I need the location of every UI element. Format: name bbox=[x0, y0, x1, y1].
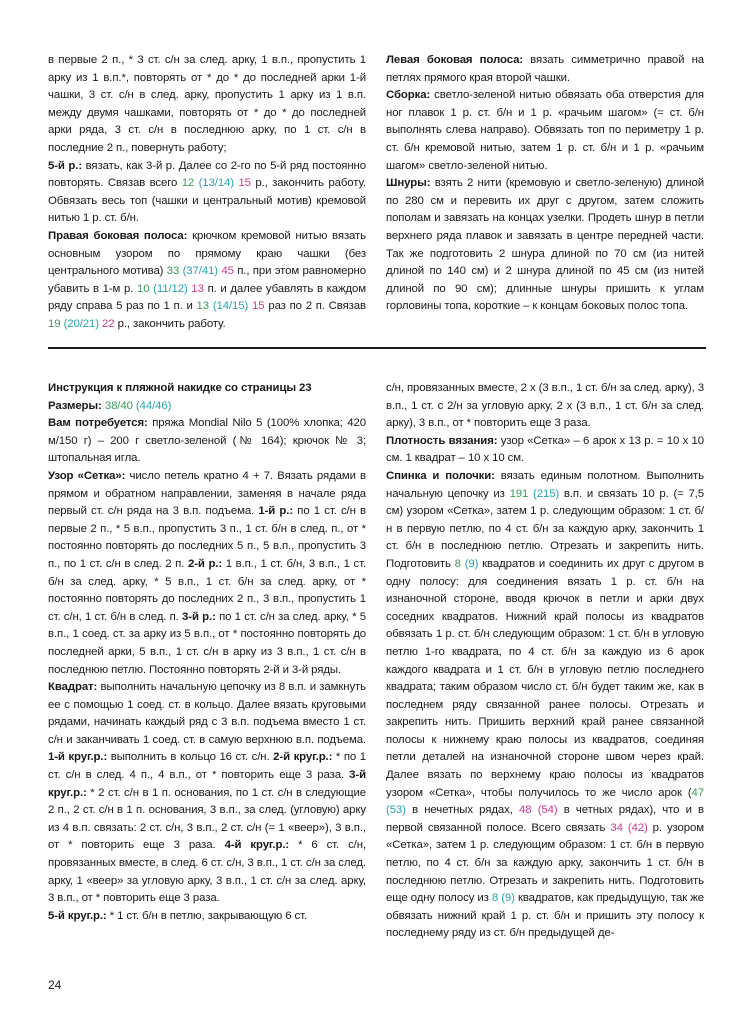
text: р., закончить работу. bbox=[114, 317, 226, 330]
text: в нечетных рядах, bbox=[405, 804, 519, 817]
size-value: 10 bbox=[136, 282, 150, 295]
size-value: 8 bbox=[491, 892, 499, 905]
text: 1 в.п., 1 ст. б/н, 3 в.п., 1 ст. б/н за след. арку, * 5 в.п., 1 ст. б/н за след. арку, от * постоянно повторять до последних 2 п., 3 в.п., пропустить 1 ст. с/н, 1 ст. б/н в след. п. bbox=[48, 557, 366, 623]
text: п. и далее убавлять в каждом ряду справа 5 раз по 1 п. и bbox=[48, 282, 366, 313]
section-title bbox=[48, 380, 366, 398]
size-value: 47 bbox=[691, 786, 704, 799]
size-value: 15 bbox=[238, 177, 251, 190]
text: выполнить в кольцо 16 ст. с/н. bbox=[107, 751, 270, 764]
mesh-label: Узор «Сетка»: bbox=[48, 469, 126, 482]
paragraph-cup-rows: в первые 2 п., * 3 ст. с/н за след. арку, 1 в.п., пропустить 1 арку из 1 в.п.*, повторять от * до * до последней арки 1-й чашки, 3 ст. с/н в след. арку, пропустить 1 арку из 1 в.п. между двумя чашками, повторять от * до * до последней арки ряда, 3 ст. с/н в последнюю арку, по 1 ст. с/н в последние 2 п., повернуть работу; bbox=[48, 54, 366, 154]
paragraph-mesh-pattern bbox=[48, 468, 366, 679]
text: крючком кремовой нитью вязать основным узором по прямому краю чашки (без центрального мотива) bbox=[48, 229, 366, 278]
round2-label: 2-й круг.р.: bbox=[273, 751, 333, 764]
left-strip-label: Левая боковая полоса: bbox=[386, 54, 523, 66]
paragraph-assembly bbox=[386, 87, 704, 175]
text: п., при этом равномерно убавить в 1-м р. bbox=[48, 265, 366, 295]
paragraph-sizes bbox=[48, 398, 366, 416]
size-value: (14/15) bbox=[212, 300, 249, 313]
cords-label: Шнуры: bbox=[386, 177, 431, 190]
size-value: (9) bbox=[501, 892, 515, 905]
text: р. узором «Сетка», затем 1 р. следующим образом: 1 ст. б/н в первую петлю, по 4 ст. б/н за каждую арку, закончить 1 ст. б/н в последнюю петлю. Отрезать и закрепить нить. Подготовить еще одну полосу из bbox=[386, 821, 704, 905]
size-value: (42) bbox=[627, 821, 648, 834]
round4-label: 4-й круг.р.: bbox=[224, 839, 290, 852]
size-value: 38/40 bbox=[104, 399, 133, 412]
round5-label: 5-й круг.р.: bbox=[48, 909, 107, 922]
text: раз по 2 п. Связав bbox=[264, 300, 366, 313]
row2-label: 2-й р.: bbox=[187, 557, 223, 570]
round1-label: 1-й круг.р.: bbox=[48, 751, 108, 764]
right-strip-label: Правая боковая полоса: bbox=[48, 229, 188, 242]
paragraph-row5 bbox=[48, 158, 366, 228]
bottom-left-column bbox=[48, 380, 366, 925]
text: пряжа Mondial Nilo 5 (100% хлопка; 420 м/150 г) – 200 г светло-зеленой (№ 164); крючок № 3; штопальная игла. bbox=[48, 417, 366, 465]
text: по 1 ст. с/н в первые 2 п., * 5 в.п., пропустить 3 п., 1 ст. б/н в след. п., от * постоянно повторять до последних 5 п., 5 в.п., пропустить 3 п., по 1 ст. с/н в след. 2 п. bbox=[48, 505, 366, 570]
row1-label: 1-й р.: bbox=[258, 505, 294, 518]
paragraph-materials bbox=[48, 415, 366, 468]
text: квадратов и соединить их друг с другом в одну полосу: для соединения вязать 1 р. ст. б/н на изнаночной стороне, вводя крючок в петли и арки двух соседних квадратов. Нижний край полосы из квадратов обвязать 1 р. ст. б/н следующим образом: 1 ст. б/н в угловую петлю 1-го квадрата, по 4 ст. б/н за каждую из 6 арок каждого квадрата и 1 ст. б/н в угловую петлю последнего квадрата; таким образом число ст. б/н будет таким же, как в последнем ряду связанной ранее полосы. Отрезать и закрепить нить. Пришить верхний край ранее связанной полосы к нижнему краю полосы из квадратов, соединяя петли деталей на изнаночной стороне швом через край. Далее вязать по верхнему краю полосы из квадратов узором «Сетка», чтобы получилось то же число арок ( bbox=[386, 557, 704, 799]
text: взять 2 нити (кремовую и светло-зеленую) длиной по 280 см и перевить их друг с другом, затем сложить пополам и завязать на концах узелки. Продеть шнур в петли верхнего ряда плавок и завязать в центре передней части. Так же подготовить 2 шнура длиной по 70 см (из нитей длиной по 140 см) и 2 шнура длиной по 45 см (из нитей длиной по 90 см); длинные шнуры пришить к углам горловины топа, короткие – к концам боковых полос топа. bbox=[386, 177, 704, 313]
text: в.п. и связать 10 р. (= 7,5 см) узором «Сетка», затем 1 р. следующим образом: 1 ст. б/н в первую петлю, по 4 ст. б/н за каждую арку, закончить 1 ст. б/н в последнюю петлю. Отрезать и закрепить нить. Подготовить bbox=[386, 487, 704, 570]
paragraph-cords bbox=[386, 175, 704, 316]
text: вязать симметрично правой на петлях прямого края второй чашки. bbox=[386, 54, 704, 84]
square-label: Квадрат: bbox=[48, 681, 98, 694]
size-value: 45 bbox=[221, 265, 234, 278]
materials-label: Вам потребуется: bbox=[48, 417, 148, 430]
paragraph-right-side-strip bbox=[48, 228, 366, 334]
paragraph-left-side-strip bbox=[386, 52, 704, 87]
row5-label: 5-й р.: bbox=[48, 159, 83, 172]
page-number: 24 bbox=[48, 978, 62, 992]
size-value: 19 bbox=[48, 317, 61, 330]
assembly-label: Сборка: bbox=[386, 89, 431, 102]
text: * по 1 ст. с/н в след. 4 п., 4 в.п., от * повторить еще 3 раза. bbox=[48, 751, 366, 782]
size-value: 34 bbox=[610, 821, 623, 834]
size-value: (13/14) bbox=[198, 177, 234, 190]
bottom-right-column bbox=[386, 380, 704, 943]
size-value: (11/12) bbox=[153, 282, 188, 295]
text: число петель кратно 4 + 7. Вязать рядами в прямом и обратном направлении, заменяя в начале ряда первый ст. с/н ряда на 3 в.п. подъема. bbox=[48, 469, 367, 518]
round3-label: 3-й круг.р.: bbox=[48, 769, 366, 799]
back-fronts-label: Спинка и полочки: bbox=[386, 469, 495, 482]
size-value: 33 bbox=[166, 265, 180, 278]
text: вязать, как 3-й р. Далее со 2-го по 5-й ряд постоянно повторять. Связав всего bbox=[48, 159, 366, 190]
size-value: (37/41) bbox=[182, 265, 218, 278]
section-divider bbox=[48, 347, 706, 349]
row3-label: 3-й р.: bbox=[182, 610, 216, 623]
size-value: 12 bbox=[181, 177, 195, 190]
text: вязать единым полотном. Выполнить начальную цепочку из bbox=[386, 469, 704, 500]
text: светло-зеленой нитью обвязать оба отверстия для ног плавок 1 р. ст. б/н и 1 р. «рачьим шагом» (= ст. б/н выполнять слева направо). Обвязать топ по периметру 1 р. ст. б/н кремовой нитью, затем 1 р. ст. б/н и 1 р. «рачьим шагом» светло-зеленой нитью. bbox=[386, 89, 704, 172]
paragraph-round5-cont: с/н, провязанных вместе, 2 х (3 в.п., 1 ст. б/н за след. арку), 3 в.п., 1 ст. с 2/н за угловую арку, 2 х (3 в.п., 1 ст. б/н за след. арку), 3 в.п., от * повторить еще 3 раза. bbox=[386, 382, 704, 430]
top-left-column bbox=[48, 52, 366, 334]
text: * 6 ст. с/н, провязанных вместе, в след. 6 ст. с/н, 3 в.п., 1 ст. с/н за след. арку, 1 «веер» за угловую арку, 3 в.п., 1 ст. с/н за след. арку, 3 в.п., от * повторить еще 3 раза. bbox=[48, 839, 366, 905]
size-value: (215) bbox=[533, 487, 560, 500]
sizes-label: Размеры: bbox=[48, 399, 102, 412]
text: * 2 ст. с/н в 1 п. основания, по 1 ст. с/н в следующие 2 п., 2 ст. с/н в 1 п. основания, 3 в.п., за след. (угловую) арку из 4 в.п. связать: 2 ст. с/н, 3 в.п., 2 ст. с/н (= 1 «веер»), 3 в.п., от * повторить еще 3 раза. bbox=[48, 786, 366, 852]
text: квадратов, как предыдущую, так же обвязать нижний край 1 р. ст. б/н и пришить эту полосу к последнему ряду из ст. б/н предыдущей де- bbox=[386, 892, 704, 940]
size-value: 8 bbox=[454, 557, 461, 570]
size-value: (44/46) bbox=[135, 399, 172, 412]
size-value: 13 bbox=[191, 282, 204, 295]
size-value: 15 bbox=[252, 300, 265, 313]
paragraph-round5 bbox=[48, 908, 366, 926]
paragraph-square bbox=[48, 679, 366, 908]
paragraph-back-fronts bbox=[386, 468, 704, 943]
size-value: (20/21) bbox=[63, 317, 99, 330]
text: узор «Сетка» – 6 арок х 13 р. = 10 х 10 см. 1 квадрат – 10 х 10 см. bbox=[386, 434, 704, 465]
size-value: (9) bbox=[464, 557, 479, 570]
gauge-label: Плотность вязания: bbox=[386, 434, 498, 447]
size-value: (54) bbox=[537, 804, 558, 817]
top-right-column bbox=[386, 52, 704, 316]
text: р., закончить работу. Обвязать весь топ (чашки и центральный мотив) кремовой нитью 1 р. ст. б/н. bbox=[48, 177, 366, 225]
text: по 1 ст. с/н за след. арку, * 5 в.п., 1 соед. ст. за арку из 5 в.п., от * постоянно повторять до последней арки, 5 в.п., 1 ст. с/н в арку из 3 в.п., 1 ст. с/н в последнюю петлю. Постоянно повторять 2-й и 3-й ряды. bbox=[48, 610, 366, 676]
size-value: 13 bbox=[196, 300, 210, 313]
size-value: 48 bbox=[518, 804, 532, 817]
section-title-text: Инструкция к пляжной накидке со страницы 23 bbox=[48, 382, 312, 394]
size-value: (53) bbox=[386, 804, 406, 817]
text: в четных рядах), что и в первой связанной полосе. Всего связать bbox=[386, 804, 704, 834]
paragraph-gauge bbox=[386, 433, 704, 468]
text: выполнить начальную цепочку из 8 в.п. и замкнуть ее с помощью 1 соед. ст. в кольцо. Далее вязать круговыми рядами, начинать каждый ряд с 3 в.п. подъема вместо 1 ст. с/н и заканчивать 1 соед. ст. в самую верхнюю в.п. подъема. bbox=[48, 681, 366, 746]
text: * 1 ст. б/н в петлю, закрывающую 6 ст. bbox=[106, 909, 308, 922]
size-value: 191 bbox=[509, 487, 529, 500]
size-value: 22 bbox=[102, 317, 115, 330]
